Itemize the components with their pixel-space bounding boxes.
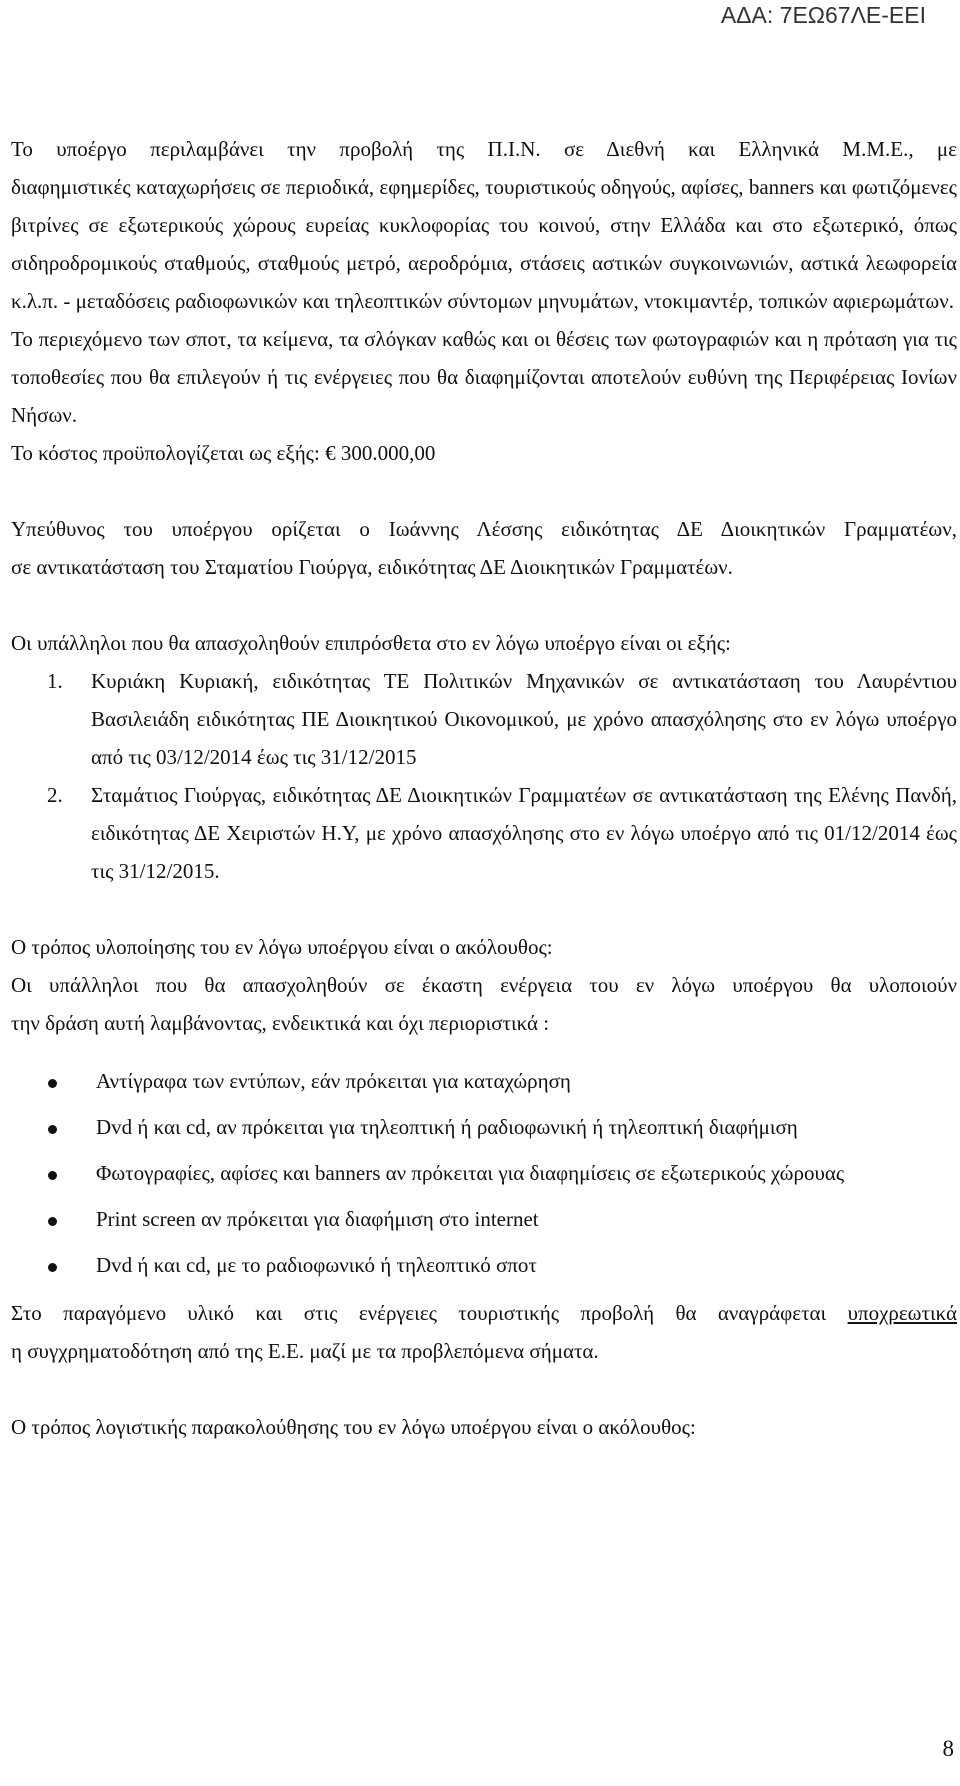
responsible-line-1: Υπεύθυνος του υποέργου ορίζεται ο Ιωάννης Λέσσης ειδικότητας ΔΕ Διοικητικών Γραμματέων, [11, 517, 957, 541]
ada-header: ΑΔΑ: 7ΕΩ67ΛΕ-ΕΕΙ [720, 2, 926, 28]
accounting-heading: Ο τρόπος λογιστικής παρακολούθησης του εν λόγω υποέργου είναι ο ακόλουθος: [11, 1415, 696, 1439]
intro-line-1: Το υποέργο περιλαμβάνει την προβολή της Π.Ι.Ν. σε Διεθνή και Ελληνικά Μ.Μ.Ε., με [11, 137, 957, 161]
list-item-text: Κυριάκη Κυριακή, ειδικότητας ΤΕ Πολιτικών Μηχανικών σε αντικατάσταση του Λαυρέντιου Βασιλειάδη ειδικότητας ΠΕ Διοικητικού Οικονομικού, με χρόνο απασχόλησης στο εν λόγω υποέργο από τις 03/12/2014 έως τις 31/12/2015 [91, 669, 957, 769]
list-item-text: Dvd ή και cd, με το ραδιοφωνικό ή τηλεοπτικό σποτ [96, 1253, 537, 1277]
list-item-text: Print screen αν πρόκειται για διαφήμιση στο internet [96, 1207, 539, 1231]
tourism-text: Στο παραγόμενο υλικό και στις ενέργειες τουριστικής προβολή θα αναγράφεται [11, 1301, 848, 1325]
list-item-number: 1. [47, 669, 63, 693]
list-item-text: Φωτογραφίες, αφίσες και banners αν πρόκειται για διαφημίσεις σε εξωτερικούς χώρουας [96, 1161, 845, 1185]
list-item-text: Σταμάτιος Γιούργας, ειδικότητας ΔΕ Διοικητικών Γραμματέων σε αντικατάσταση της Ελένης Πανδή, ειδικότητας ΔΕ Χειριστών Η.Υ, με χρόνο απασχόλησης στο εν λόγω υποέργο από τις 01/12/2014 έως τις 31/12/2015. [91, 783, 957, 883]
list-item-text: Αντίγραφα των εντύπων, εάν πρόκειται για καταχώρηση [96, 1069, 571, 1093]
list-item [11, 1062, 957, 1100]
list-item [11, 1108, 957, 1146]
employees-intro: Οι υπάλληλοι που θα απασχοληθούν επιπρόσθετα στο εν λόγω υποέργο είναι οι εξής: [11, 631, 731, 655]
implementation-line-2: την δράση αυτή λαμβάνοντας, ενδεικτικά και όχι περιοριστικά : [11, 1011, 550, 1035]
content-paragraph: Το περιεχόμενο των σποτ, τα κείμενα, τα σλόγκαν καθώς και οι θέσεις των φωτογραφιών και η πρόταση για τις τοποθεσίες που θα επιλεγούν ή τις ενέργειες που θα διαφημίζονται αποτελούν ευθύνη της Περιφέρειας Ιονίων Νήσων. [11, 327, 957, 427]
employees-list [11, 662, 957, 890]
implementation-line-1: Οι υπάλληλοι που θα απασχοληθούν σε έκαστη ενέργεια του εν λόγω υποέργου θα υλοποιούν [11, 973, 957, 997]
list-item [11, 1200, 957, 1238]
tourism-line-2: η συγχρηματοδότηση από της Ε.Ε. μαζί με τα προβλεπόμενα σήματα. [11, 1339, 599, 1363]
actions-list [11, 1062, 957, 1284]
list-item-number: 2. [47, 783, 63, 807]
list-item-text: Dvd ή και cd, αν πρόκειται για τηλεοπτική ή ραδιοφωνική ή τηλεοπτική διαφήμιση [96, 1115, 798, 1139]
document-body [11, 130, 957, 1446]
list-item [11, 776, 957, 890]
intro-paragraph: διαφημιστικές καταχωρήσεις σε περιοδικά, εφημερίδες, τουριστικούς οδηγούς, αφίσες, banners και φωτιζόμενες βιτρίνες σε εξωτερικούς χώρους ευρείας κυκλοφορίας του κοινού, στην Ελλάδα και στο εξωτερικό, όπως σιδηροδρομικούς σταθμούς, σταθμούς μετρό, αεροδρόμια, στάσεις αστικών συγκοινωνιών, αστικά λεωφορεία κ.λ.π. - μεταδόσεις ραδιοφωνικών και τηλεοπτικών σύντομων μηνυμάτων, ντοκιμαντέρ, τοπικών αφιερωμάτων. [11, 175, 957, 313]
tourism-line-1 [11, 1294, 957, 1332]
bullet-icon [11, 1062, 96, 1100]
bullet-icon [11, 1108, 96, 1146]
list-item [11, 1154, 957, 1192]
list-item [11, 662, 957, 776]
responsible-line-2: σε αντικατάσταση του Σταματίου Γιούργα, ειδικότητας ΔΕ Διοικητικών Γραμματέων. [11, 555, 733, 579]
implementation-heading: Ο τρόπος υλοποίησης του εν λόγω υποέργου είναι ο ακόλουθος: [11, 935, 553, 959]
bullet-icon [11, 1154, 96, 1192]
tourism-mandatory: υποχρεωτικά [847, 1301, 957, 1325]
page-number: 8 [942, 1736, 954, 1761]
bullet-icon [11, 1200, 96, 1238]
bullet-icon [11, 1246, 96, 1284]
list-item [11, 1246, 957, 1284]
cost-line: Το κόστος προϋπολογίζεται ως εξής: € 300.000,00 [11, 441, 436, 465]
